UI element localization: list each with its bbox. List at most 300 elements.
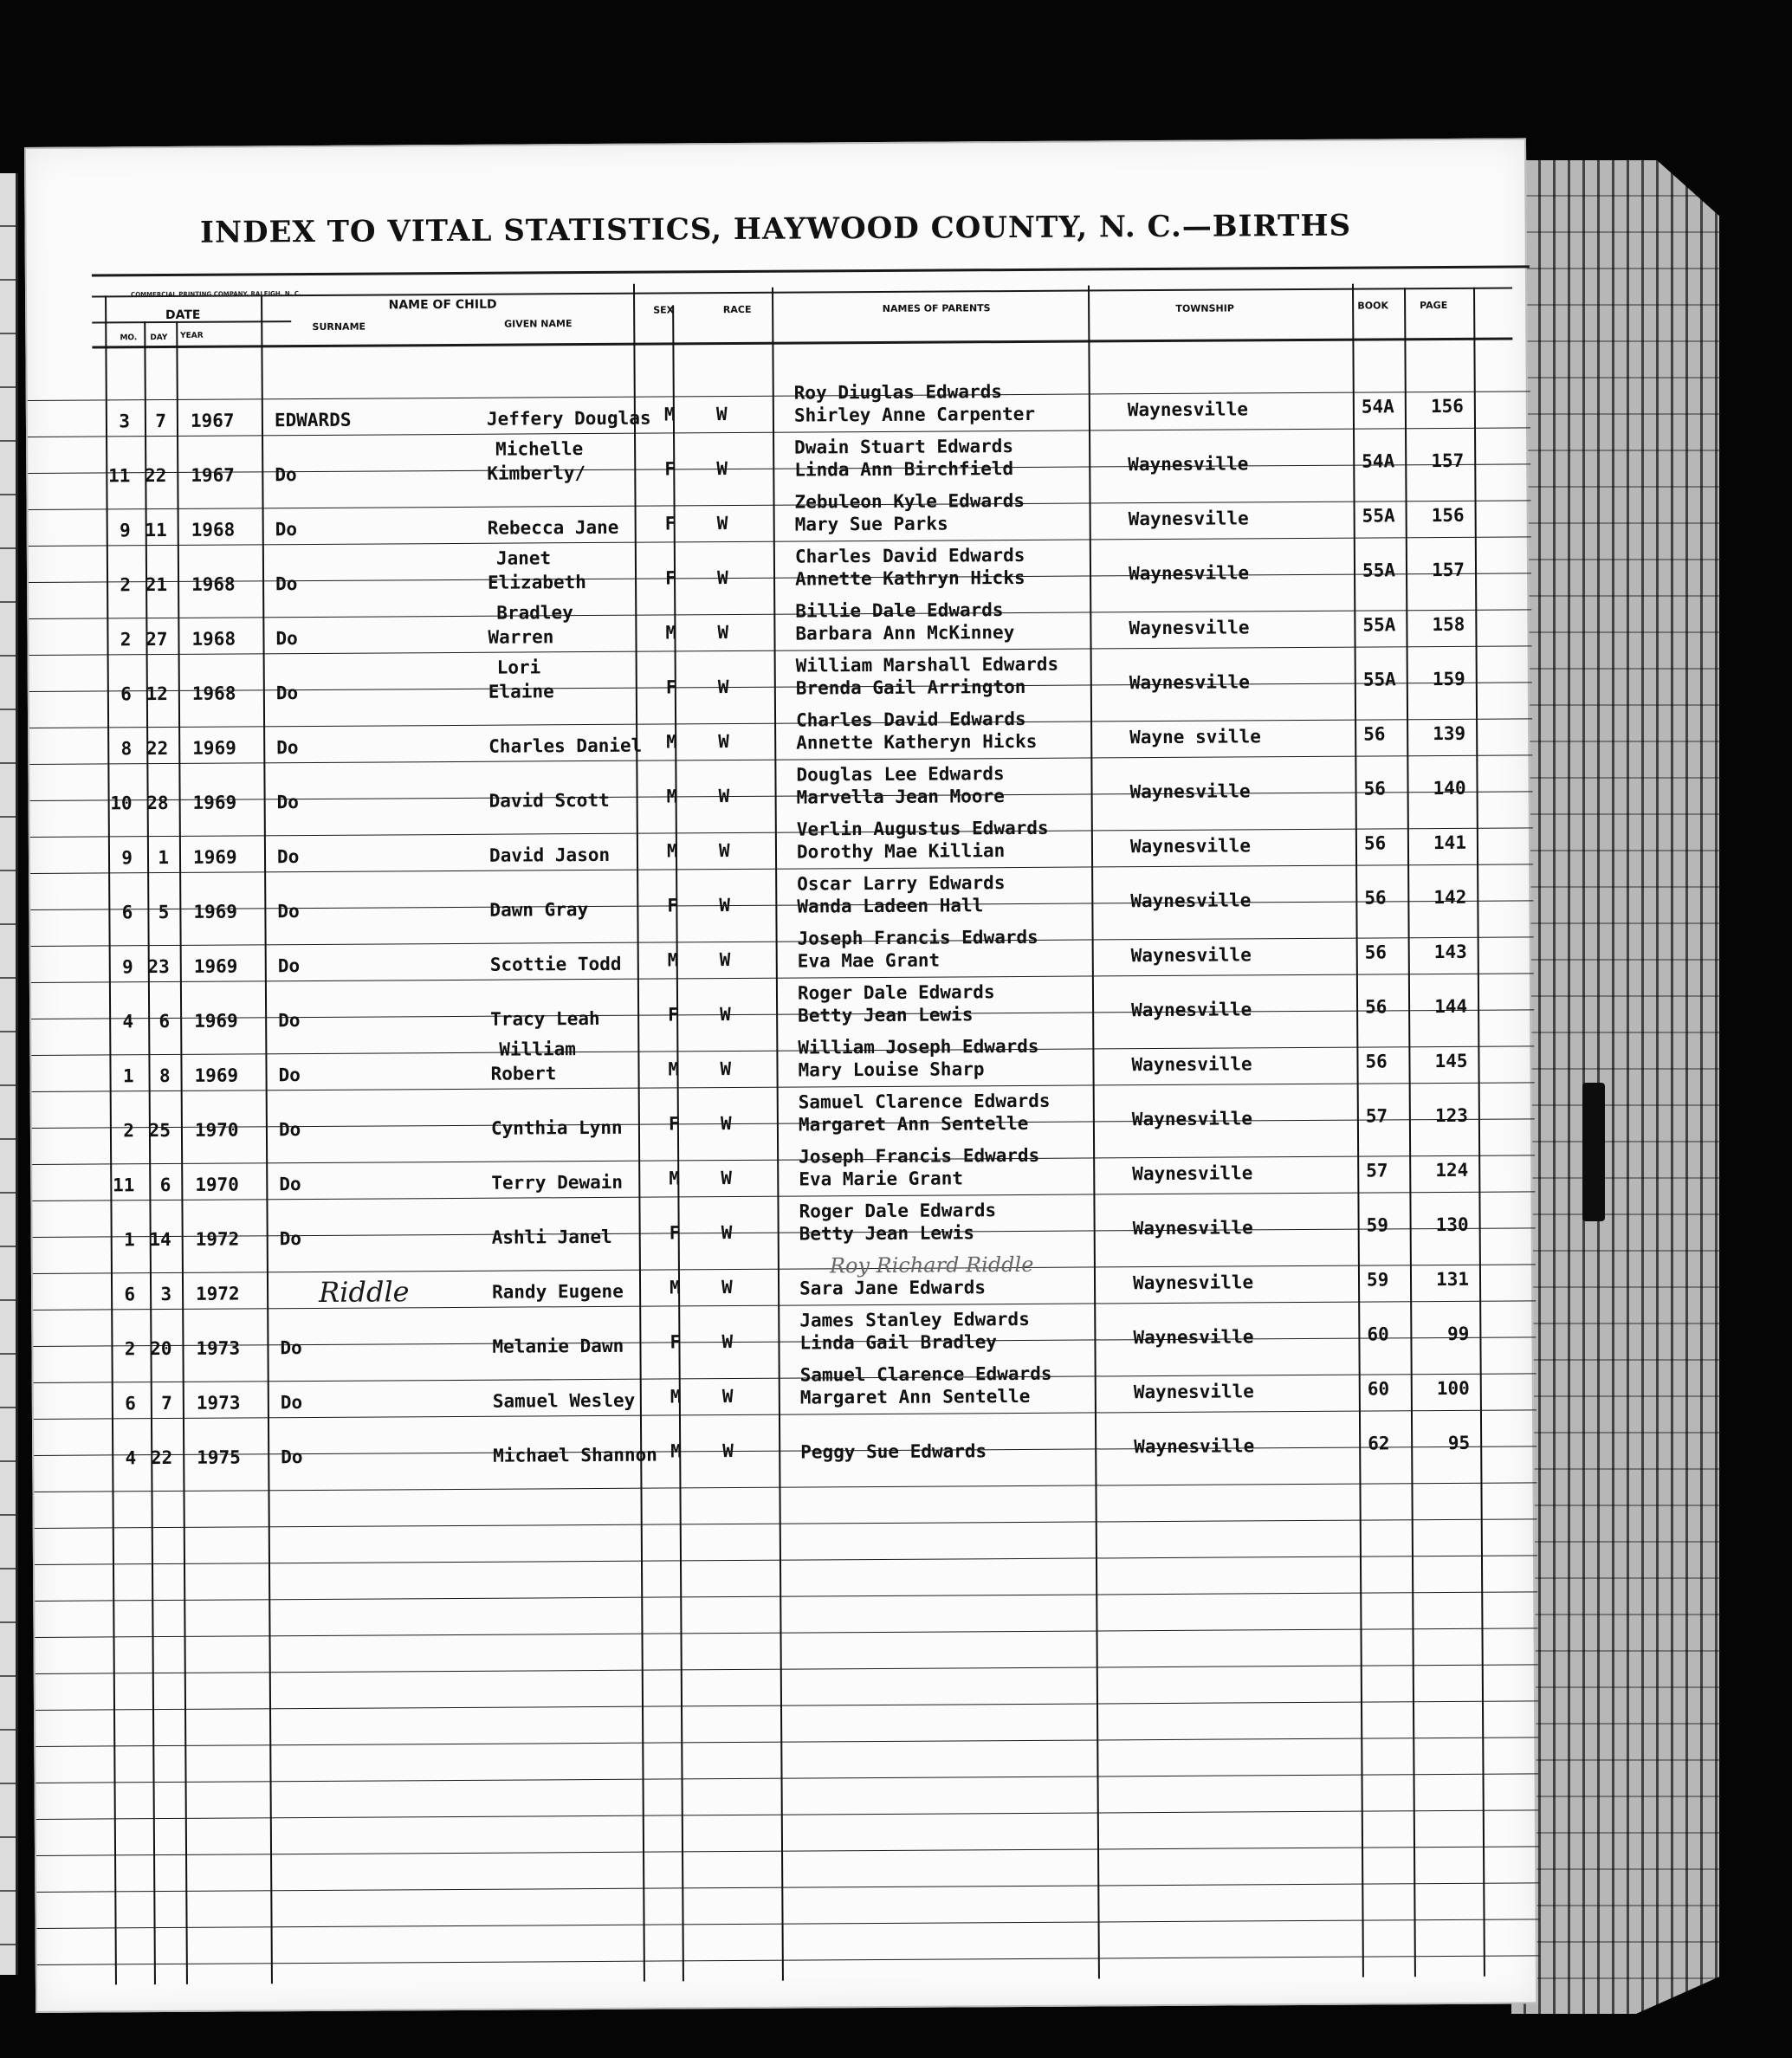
cell-mother: Annette Kathryn Hicks [794, 566, 1025, 590]
header-sex: SEX [653, 304, 675, 316]
cell-surname: Do [278, 1010, 301, 1032]
cell-race: W [719, 949, 731, 971]
cell-surname: Do [277, 901, 300, 922]
cell-township: Wayne sville [1129, 726, 1261, 748]
cell-month: 9 [119, 520, 131, 541]
ruling-line [32, 1082, 1535, 1092]
ruling-line [32, 1155, 1535, 1165]
cell-book: 55A [1362, 669, 1396, 690]
ruling-line [34, 1446, 1536, 1456]
ruling-line [35, 1591, 1537, 1602]
ruling-line [33, 1264, 1536, 1274]
ruling-line [30, 827, 1533, 838]
cell-book: 56 [1364, 942, 1388, 963]
cell-book: 60 [1367, 1323, 1389, 1345]
cell-race: W [717, 622, 729, 644]
header-given-name: GIVEN NAME [504, 318, 573, 330]
cell-mother: Brenda Gail Arrington [795, 676, 1026, 699]
cell-month: 2 [124, 1338, 136, 1360]
cell-race: W [718, 731, 729, 753]
cell-page: 145 [1434, 1050, 1468, 1072]
cell-father: Dwain Stuart Edwards [794, 436, 1014, 458]
cell-surname: Do [277, 955, 301, 977]
cell-father: Douglas Lee Edwards [796, 763, 1005, 786]
cell-father: Billie Dale Edwards [795, 599, 1004, 622]
table-row [26, 139, 1524, 149]
page-stack-edges [1511, 160, 1719, 2014]
table-row [26, 139, 1524, 149]
cell-book: 56 [1365, 1051, 1388, 1072]
cell-book: 57 [1366, 1160, 1388, 1181]
cell-mother: Mary Sue Parks [794, 513, 948, 535]
cell-surname: Do [280, 1337, 302, 1359]
cell-race: W [720, 1004, 731, 1026]
cell-given-name: David Jason [488, 844, 611, 866]
cell-day: 7 [161, 1392, 172, 1414]
table-row [26, 139, 1524, 149]
cell-given-name: Kimberly/ [487, 463, 586, 484]
cell-father: Oscar Larry Edwards [797, 872, 1006, 895]
cell-year: 1968 [191, 628, 236, 650]
cell-year: 1972 [195, 1228, 240, 1250]
cell-day: 1 [158, 846, 170, 869]
cell-day: 21 [145, 574, 168, 596]
cell-page: 142 [1433, 886, 1467, 909]
cell-race: W [719, 895, 731, 916]
cell-mother: Linda Ann Birchfield [794, 458, 1014, 481]
ruling-line [36, 1737, 1538, 1747]
cell-month: 9 [122, 956, 133, 978]
cell-day: 5 [158, 901, 170, 923]
cell-page: 157 [1432, 559, 1465, 581]
cell-race: W [716, 567, 728, 589]
cell-day: 6 [158, 1010, 171, 1032]
cell-township: Waynesville [1132, 1217, 1253, 1239]
ruling-line [28, 427, 1530, 437]
cell-page: 141 [1433, 832, 1467, 854]
header-page: PAGE [1420, 299, 1448, 312]
header-race: RACE [722, 303, 752, 316]
cell-race: W [720, 1058, 732, 1080]
cell-township: Waynesville [1128, 508, 1249, 530]
table-row [26, 139, 1524, 149]
cell-page: 140 [1433, 777, 1466, 799]
cell-year: 1970 [194, 1119, 239, 1141]
ruling-line [35, 1518, 1537, 1529]
header-names-of-parents: NAMES OF PARENTS [882, 302, 991, 314]
cell-mother: Wanda Ladeen Hall [797, 895, 984, 917]
cell-sex: M [666, 786, 678, 807]
cell-book: 62 [1368, 1433, 1390, 1454]
cell-father: Joseph Francis Edwards [797, 926, 1038, 949]
cell-book: 56 [1364, 887, 1387, 909]
cell-day: 22 [150, 1446, 173, 1469]
cell-father: Roger Dale Edwards [797, 981, 995, 1004]
cell-township: Waynesville [1129, 671, 1250, 694]
cell-mother: Margaret Ann Sentelle [798, 1112, 1029, 1136]
cell-day: 27 [146, 629, 168, 650]
cell-mother: Shirley Anne Carpenter [793, 403, 1036, 426]
cell-day: 6 [159, 1174, 171, 1196]
cell-sex: F [664, 567, 676, 589]
col-rule-page-right [1473, 288, 1485, 1977]
ruling-line [36, 1809, 1539, 1820]
cell-day: 12 [146, 683, 168, 705]
cell-surname: Do [276, 737, 299, 759]
header-mo: MO. [120, 333, 138, 343]
cell-township: Waynesville [1128, 453, 1249, 476]
cell-township: Waynesville [1130, 944, 1252, 967]
cell-year: 1968 [191, 683, 236, 704]
cell-page: 144 [1434, 995, 1468, 1018]
cell-sex: F [669, 1222, 681, 1244]
cell-year: 1970 [195, 1174, 239, 1195]
cell-day: 14 [149, 1228, 171, 1251]
ruling-line [29, 573, 1531, 583]
cell-township: Waynesville [1128, 562, 1250, 585]
header-top-rule [92, 288, 1512, 298]
cell-surname: Do [280, 1392, 303, 1414]
ruling-line [32, 1118, 1535, 1129]
cell-given-name: Charles Daniel [488, 735, 643, 757]
cell-month: 6 [121, 902, 133, 923]
table-row [26, 139, 1524, 149]
cell-sex: M [668, 1058, 680, 1080]
cell-sex: M [663, 404, 676, 425]
cell-sex: M [669, 1168, 681, 1189]
cell-month: 2 [123, 1120, 135, 1142]
ruling-line [29, 682, 1532, 692]
cell-sex: M [665, 622, 677, 644]
ruling-line [29, 536, 1531, 547]
cell-township: Waynesville [1134, 1435, 1255, 1458]
table-row [26, 139, 1524, 149]
cell-father: Roy Diuglas Edwards [793, 381, 1003, 404]
header-day: DAY [150, 333, 168, 343]
ruling-line [31, 1045, 1534, 1056]
cell-given-name: Cynthia Lynn [490, 1116, 623, 1139]
ruling-line [30, 791, 1533, 801]
cell-mother: Eva Marie Grant [799, 1168, 964, 1190]
cell-year: 1973 [196, 1337, 241, 1359]
cell-page: 139 [1433, 722, 1466, 745]
cell-surname-handwritten: Riddle [318, 1275, 410, 1309]
cell-year: 1968 [191, 573, 236, 595]
ruling-line [37, 1955, 1540, 1965]
ledger-page [24, 138, 1537, 2013]
ruling-line [28, 463, 1530, 474]
table-row [26, 139, 1524, 149]
cell-given-name: Jeffery Douglas [486, 407, 651, 430]
cell-surname: Do [275, 573, 298, 595]
cell-month: 2 [120, 629, 132, 650]
cell-month: 2 [120, 574, 132, 596]
cell-given-name: Rebecca Jane [487, 516, 619, 539]
header-bottom-rule [92, 338, 1512, 349]
cell-race: W [721, 1277, 733, 1298]
ruling-line [33, 1227, 1536, 1238]
cell-day: 22 [144, 465, 167, 487]
cell-year: 1969 [194, 1010, 238, 1032]
cell-mother: Peggy Sue Edwards [800, 1440, 987, 1463]
cell-year: 1969 [193, 955, 238, 977]
cell-surname: Do [275, 464, 297, 486]
col-rule-day-year [176, 321, 188, 1984]
cell-surname: Do [279, 1228, 302, 1250]
cell-township: Waynesville [1133, 1381, 1254, 1403]
cell-race: W [720, 1113, 732, 1135]
table-row [26, 139, 1524, 149]
cell-father: Charles David Edwards [794, 544, 1025, 567]
cell-given-name: Scottie Todd [489, 953, 622, 975]
cell-page: 95 [1447, 1432, 1471, 1453]
table-row [26, 139, 1524, 149]
ruling-line [28, 391, 1530, 401]
cell-page: 158 [1432, 613, 1465, 636]
ruling-line [30, 900, 1533, 910]
cell-day: 20 [150, 1337, 172, 1360]
cell-surname: EDWARDS [274, 409, 352, 431]
cell-surname: Do [275, 519, 298, 540]
left-page-edge [0, 173, 18, 1975]
cell-day: 25 [148, 1119, 171, 1142]
cell-race: W [722, 1440, 734, 1462]
ruling-line [31, 936, 1534, 947]
ruling-line [36, 1846, 1539, 1856]
cell-township: Waynesville [1131, 1053, 1252, 1076]
cell-father: William Joseph Edwards [798, 1035, 1039, 1058]
cell-book: 56 [1365, 996, 1388, 1018]
cell-sex: F [664, 458, 676, 480]
cell-race: W [718, 786, 730, 807]
table-row [26, 139, 1524, 149]
cell-year: 1972 [196, 1283, 240, 1304]
cell-month: 6 [120, 683, 132, 705]
cell-given-name: Warren [488, 626, 554, 648]
cell-page: 100 [1436, 1377, 1470, 1400]
cell-sex: M [670, 1440, 682, 1462]
cell-day: 22 [146, 737, 169, 760]
table-row [26, 139, 1524, 149]
table-row [26, 139, 1524, 149]
cell-book: 60 [1367, 1378, 1390, 1400]
cell-township: Waynesville [1131, 999, 1252, 1021]
cell-month: 1 [123, 1229, 135, 1251]
cell-sex: F [664, 513, 676, 534]
cell-year: 1969 [192, 792, 237, 813]
cell-month: 8 [120, 738, 133, 760]
cell-mother: Linda Gail Bradley [799, 1331, 998, 1354]
table-row [26, 139, 1524, 149]
cell-race: W [721, 1386, 734, 1408]
header-date: DATE [165, 307, 201, 323]
cell-surname: Do [275, 683, 299, 704]
cell-day: 11 [145, 520, 167, 541]
ruling-line [29, 500, 1531, 510]
cell-page: 131 [1436, 1268, 1470, 1291]
cell-given-name-line1: Bradley [496, 602, 573, 624]
ruling-line [29, 609, 1531, 619]
table-row [26, 139, 1524, 149]
col-rule-date-surname [261, 294, 273, 1984]
cell-book: 55A [1362, 505, 1395, 527]
cell-mother: Eva Mae Grant [797, 949, 941, 972]
ruling-line [29, 754, 1532, 765]
ruling-line [33, 1336, 1536, 1347]
cell-month: 6 [124, 1284, 136, 1305]
cell-given-name: David Scott [488, 789, 610, 812]
cell-day: 23 [147, 955, 170, 978]
ruling-line [33, 1300, 1536, 1311]
cell-father: Verlin Augustus Edwards [796, 817, 1049, 840]
cell-book: 56 [1363, 778, 1386, 799]
header-name-of-child: NAME OF CHILD [388, 297, 497, 313]
cell-sex: M [669, 1277, 681, 1298]
cell-month: 10 [110, 793, 133, 814]
cell-page: 99 [1447, 1323, 1470, 1344]
cell-father: Roger Dale Edwards [799, 1200, 997, 1222]
cell-father: Joseph Francis Edwards [799, 1144, 1040, 1168]
cell-month: 4 [122, 1011, 134, 1032]
cell-township: Waynesville [1127, 398, 1249, 421]
header-surname: SURNAME [312, 320, 366, 333]
cell-given-name: Samuel Wesley [492, 1389, 636, 1412]
cell-township: Waynesville [1133, 1326, 1254, 1349]
cell-race: W [718, 840, 730, 862]
cell-mother: Betty Jean Lewis [798, 1004, 974, 1026]
table-row [26, 139, 1524, 149]
cell-race: W [721, 1168, 733, 1189]
cell-mother: Annette Katheryn Hicks [796, 730, 1038, 754]
cell-month: 9 [121, 847, 133, 869]
cell-township: Waynesville [1132, 1272, 1254, 1294]
cell-township: Waynesville [1129, 835, 1252, 858]
cell-month: 1 [122, 1065, 134, 1087]
cell-book: 54A [1361, 396, 1394, 417]
cell-race: W [721, 1222, 733, 1244]
cell-page: 156 [1431, 504, 1465, 527]
cell-given-name-line1: Janet [495, 547, 552, 569]
cell-month: 4 [125, 1447, 137, 1469]
cell-day: 8 [158, 1065, 171, 1087]
cell-day: 7 [155, 411, 167, 432]
cell-race: W [716, 458, 728, 480]
cell-page: 130 [1435, 1213, 1469, 1236]
cell-township: Waynesville [1130, 890, 1252, 912]
cell-book: 57 [1365, 1105, 1388, 1127]
cell-book: 56 [1363, 832, 1387, 854]
index-tab-marker [1582, 1083, 1605, 1221]
cell-surname: Do [278, 1119, 301, 1141]
cell-surname: Do [275, 628, 298, 650]
cell-sex: M [667, 949, 679, 971]
cell-given-name: Michael Shannon [493, 1444, 657, 1466]
cell-father: James Stanley Edwards [799, 1308, 1030, 1331]
cell-year: 1968 [191, 519, 236, 540]
header-book: BOOK [1357, 300, 1388, 312]
cell-year: 1969 [193, 901, 238, 922]
cell-township: Waynesville [1129, 617, 1250, 639]
cell-surname: Do [276, 792, 299, 813]
cell-page: 157 [1431, 450, 1465, 472]
cell-book: 59 [1366, 1214, 1389, 1236]
cell-race: W [721, 1331, 734, 1353]
cell-township: Waynesville [1129, 780, 1251, 803]
cell-year: 1967 [191, 464, 235, 486]
cell-page: 124 [1435, 1159, 1469, 1181]
header-township: TOWNSHIP [1175, 302, 1234, 314]
cell-sex: F [668, 1004, 679, 1026]
cell-year: 1973 [196, 1392, 241, 1414]
col-rule-mo-day [144, 321, 156, 1984]
cell-mother: Dorothy Mae Killian [796, 840, 1006, 863]
cell-month: 11 [107, 465, 131, 487]
cell-township: Waynesville [1131, 1108, 1253, 1130]
printer-imprint: COMMERCIAL PRINTING COMPANY, RALEIGH, N. C. [131, 290, 301, 299]
cell-year: 1969 [194, 1065, 239, 1086]
cell-race: W [716, 513, 728, 534]
cell-surname: Do [281, 1446, 303, 1468]
cell-sex: M [670, 1386, 682, 1408]
cell-mother: Sara Jane Edwards [799, 1277, 987, 1299]
cell-page: 159 [1432, 668, 1465, 690]
page-title: INDEX TO VITAL STATISTICS, HAYWOOD COUNTY, N. C.—BIRTHS [199, 208, 1352, 250]
cell-father: William Marshall Edwards [795, 653, 1059, 676]
cell-month: 11 [112, 1175, 135, 1196]
table-row [26, 139, 1524, 149]
ruling-line [34, 1409, 1536, 1420]
ruling-line [36, 1664, 1538, 1674]
cell-given-name: Ashli Janel [491, 1226, 612, 1248]
cell-mother: Marvella Jean Moore [796, 786, 1005, 808]
ruling-line [34, 1373, 1536, 1383]
cell-given-name: Elizabeth [488, 572, 586, 593]
cell-book: 55A [1362, 560, 1396, 581]
cell-mother: Betty Jean Lewis [799, 1222, 975, 1245]
cell-father: Samuel Clarence Edwards [798, 1090, 1051, 1113]
col-rule-sex-race [669, 305, 684, 1981]
cell-day: 28 [146, 792, 169, 814]
cell-book: 54A [1362, 450, 1395, 472]
cell-day: 3 [160, 1283, 172, 1305]
title-rule [92, 265, 1530, 276]
cell-race: W [717, 676, 729, 698]
table-row [26, 139, 1524, 149]
cell-sex: M [666, 840, 678, 862]
cell-mother: Margaret Ann Sentelle [799, 1385, 1031, 1408]
ruling-line [36, 1700, 1538, 1711]
cell-mother: Barbara Ann McKinney [795, 622, 1015, 644]
ruling-line [37, 1919, 1540, 1929]
ruling-line [29, 718, 1532, 728]
cell-book: 56 [1363, 723, 1386, 745]
ruling-line [36, 1882, 1539, 1893]
ruling-line [36, 1773, 1539, 1783]
table-row [26, 139, 1524, 149]
cell-sex: F [670, 1331, 682, 1353]
cell-year: 1969 [192, 737, 236, 759]
cell-father: Charles David Edwards [795, 708, 1026, 731]
cell-given-name: Elaine [488, 681, 554, 702]
cell-township: Waynesville [1132, 1162, 1253, 1185]
cell-sex: F [668, 1113, 680, 1135]
cell-given-name: Randy Eugene [492, 1280, 624, 1303]
ruling-line [36, 1628, 1538, 1638]
cell-year: 1967 [190, 410, 235, 431]
col-rule-book-page [1404, 288, 1416, 1977]
ruling-line [32, 1191, 1535, 1201]
cell-given-name-line1: Lori [496, 657, 541, 678]
